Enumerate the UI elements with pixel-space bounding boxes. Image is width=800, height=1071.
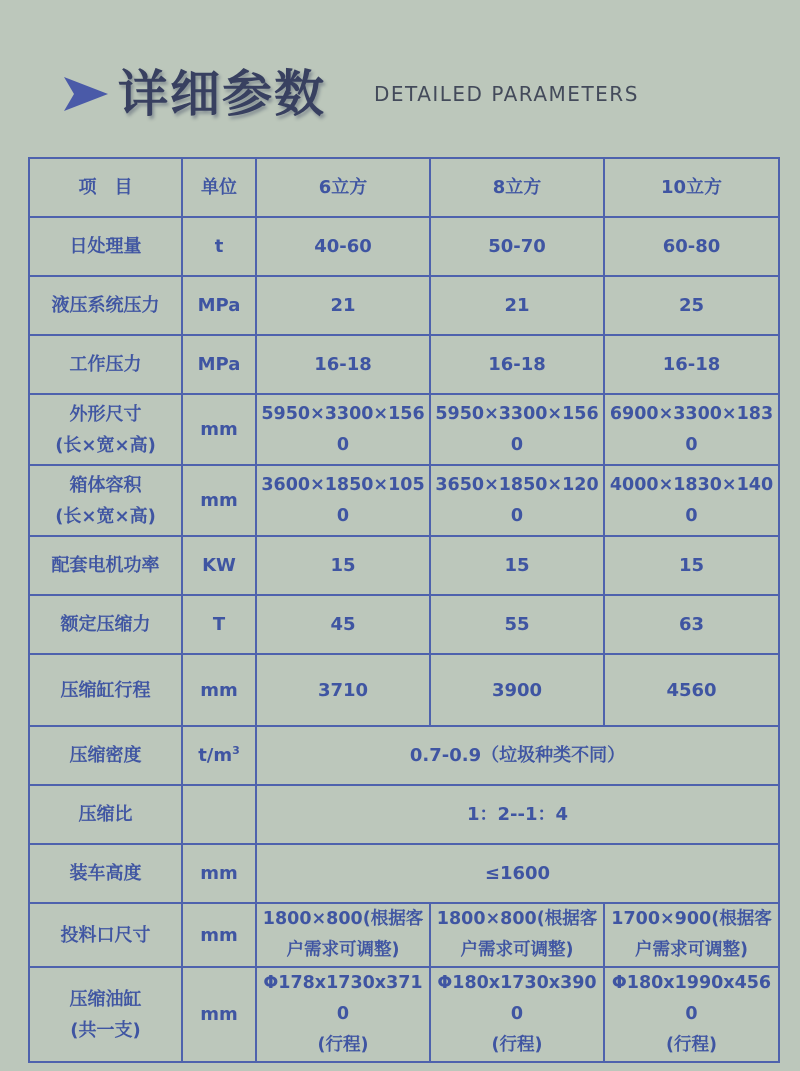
row-item-line1: 外形尺寸: [69, 403, 142, 425]
row-value-6: 21: [256, 276, 430, 335]
row-value-6: 45: [256, 595, 430, 654]
row-value-10: 63: [604, 595, 779, 654]
header-item: 项 目: [29, 158, 182, 217]
table-row: [29, 394, 779, 465]
row-item: 配套电机功率: [29, 536, 182, 595]
row-value-10: 4000×1830×1400: [604, 465, 779, 536]
row-value-10: 6900×3300×1830: [604, 394, 779, 465]
header-10m3: 10立方: [604, 158, 779, 217]
row-unit: t: [182, 217, 256, 276]
row-unit: mm: [182, 844, 256, 903]
row-value-8: 16-18: [430, 335, 604, 394]
row-value-8: 15: [430, 536, 604, 595]
row-value-10: [604, 967, 779, 1062]
row-value-6: 3710: [256, 654, 430, 726]
table-row: [29, 654, 779, 726]
page-header: [0, 0, 800, 150]
row-value-line2: (行程): [491, 1035, 543, 1055]
row-value-10: 16-18: [604, 335, 779, 394]
row-unit: mm: [182, 967, 256, 1062]
row-unit: [182, 785, 256, 844]
row-value-8: 5950×3300×1560: [430, 394, 604, 465]
row-item-line1: 压缩油缸: [69, 988, 142, 1010]
row-value-6: 5950×3300×1560: [256, 394, 430, 465]
arrow-right-icon: [64, 77, 108, 111]
row-value-8: 21: [430, 276, 604, 335]
row-item: [29, 465, 182, 536]
row-value-10: 4560: [604, 654, 779, 726]
row-unit: mm: [182, 654, 256, 726]
row-item-line1: 箱体容积: [69, 474, 142, 496]
row-value-8: [430, 967, 604, 1062]
table-row: [29, 536, 779, 595]
unit-superscript: 3: [232, 744, 240, 757]
row-unit: MPa: [182, 335, 256, 394]
row-value-8: 50-70: [430, 217, 604, 276]
row-value-6: 1800×800(根据客户需求可调整): [256, 903, 430, 967]
row-value-10: 60-80: [604, 217, 779, 276]
table-row: [29, 276, 779, 335]
row-unit: mm: [182, 903, 256, 967]
row-item-line2: (长×宽×高): [55, 505, 156, 527]
table-row: [29, 335, 779, 394]
row-value-line2: (行程): [317, 1035, 369, 1055]
row-unit: T: [182, 595, 256, 654]
row-item: [29, 394, 182, 465]
row-value-10: 1700×900(根据客户需求可调整): [604, 903, 779, 967]
table-row: [29, 217, 779, 276]
row-item: 日处理量: [29, 217, 182, 276]
row-value-merged: 0.7-0.9（垃圾种类不同）: [256, 726, 779, 785]
row-value-8: 1800×800(根据客户需求可调整): [430, 903, 604, 967]
row-unit: [182, 726, 256, 785]
row-item-line2: (长×宽×高): [55, 434, 156, 456]
table-row: [29, 967, 779, 1062]
page-subtitle: DETAILED PARAMETERS: [374, 82, 639, 106]
row-unit: MPa: [182, 276, 256, 335]
row-value-line1: Φ180x1990x4560: [611, 973, 772, 1024]
row-value-6: 16-18: [256, 335, 430, 394]
row-value-6: 3600×1850×1050: [256, 465, 430, 536]
row-value-6: 15: [256, 536, 430, 595]
row-value-line1: Φ178x1730x3710: [263, 973, 423, 1024]
row-item-line2: (共一支): [70, 1019, 141, 1041]
page-title: 详细参数: [118, 65, 326, 123]
row-unit: KW: [182, 536, 256, 595]
table-header-row: [29, 158, 779, 217]
row-value-line2: (行程): [666, 1035, 717, 1055]
table-row: [29, 726, 779, 785]
table-row: [29, 465, 779, 536]
row-value-6: [256, 967, 430, 1062]
row-value-10: 25: [604, 276, 779, 335]
row-unit: mm: [182, 465, 256, 536]
table-row: [29, 903, 779, 967]
header-unit: 单位: [182, 158, 256, 217]
row-item: [29, 967, 182, 1062]
table-row: [29, 595, 779, 654]
row-value-10: 15: [604, 536, 779, 595]
parameters-table: [28, 157, 780, 1063]
row-value-line1: Φ180x1730x3900: [437, 973, 597, 1024]
row-item: 压缩缸行程: [29, 654, 182, 726]
row-value-8: 3900: [430, 654, 604, 726]
row-item: 压缩密度: [29, 726, 182, 785]
row-value-merged: ≤1600: [256, 844, 779, 903]
row-value-8: 3650×1850×1200: [430, 465, 604, 536]
row-item: 投料口尺寸: [29, 903, 182, 967]
row-value-8: 55: [430, 595, 604, 654]
table-row: [29, 785, 779, 844]
row-item: 压缩比: [29, 785, 182, 844]
row-unit: mm: [182, 394, 256, 465]
row-item: 液压系统压力: [29, 276, 182, 335]
header-6m3: 6立方: [256, 158, 430, 217]
row-value-merged: 1：2--1：4: [256, 785, 779, 844]
row-item: 额定压缩力: [29, 595, 182, 654]
row-item: 工作压力: [29, 335, 182, 394]
row-value-6: 40-60: [256, 217, 430, 276]
header-8m3: 8立方: [430, 158, 604, 217]
table-row: [29, 844, 779, 903]
unit-text: t/m: [198, 745, 233, 766]
row-item: 装车高度: [29, 844, 182, 903]
